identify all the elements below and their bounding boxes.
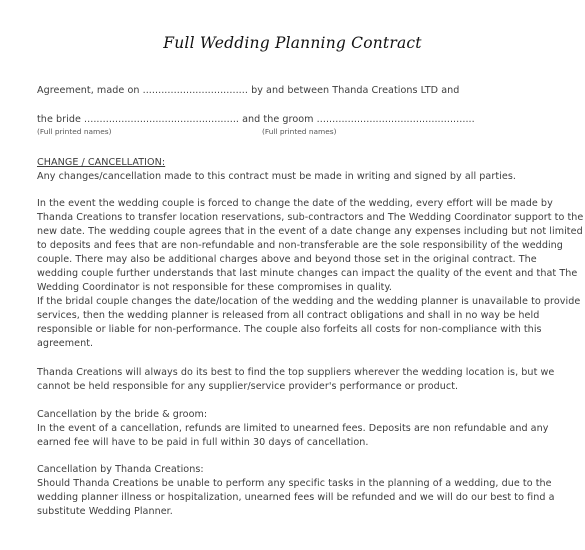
groom-name-caption: (Full printed names): [262, 127, 337, 136]
paragraph-line: Should Thanda Creations be unable to perform any specific tasks in the planning of a wedding, due to the: [37, 478, 552, 489]
paragraph-line: couple. There may also be additional charges above and beyond those set in the original contract. The: [37, 254, 537, 265]
paragraph-line: In the event of a cancellation, refunds are limited to unearned fees. Deposits are non refundable and any: [37, 423, 549, 434]
paragraph-line: Any changes/cancellation made to this contract must be made in writing and signed by all parties.: [37, 171, 516, 182]
paragraph-line: wedding planner illness or hospitalization, unearned fees will be refunded and we will do our best to find a: [37, 492, 555, 503]
paragraph-line: substitute Wedding Planner.: [37, 506, 173, 517]
paragraph-line: wedding couple further understands that last minute changes can impact the quality of the event and that The: [37, 268, 578, 279]
paragraph-line: new date. The wedding couple agrees that in the event of a date change any expenses including but not limited: [37, 226, 583, 237]
paragraph-line: Thanda Creations will always do its best to find the top suppliers wherever the wedding location is, but we: [37, 367, 555, 378]
paragraph-line: earned fee will have to be paid in full within 30 days of cancellation.: [37, 437, 369, 448]
paragraph-line: If the bridal couple changes the date/location of the wedding and the wedding planner is unavailable to provide: [37, 296, 581, 307]
paragraph-line: responsible or liable for non-performance. The couple also forfeits all costs for non-compliance with this: [37, 324, 542, 335]
paragraph-line: cannot be held responsible for any supplier/service provider's performance or product.: [37, 381, 459, 392]
paragraph-line: to deposits and fees that are non-refundable and non-transferable are the sole responsibility of the wedding: [37, 240, 563, 251]
parties-line: the bride .................................................. and the groom ...................................................: [37, 114, 475, 125]
paragraph-line: agreement.: [37, 338, 94, 349]
bride-name-caption: (Full printed names): [37, 127, 112, 136]
document-title: Full Wedding Planning Contract: [163, 34, 422, 52]
paragraph-line: Wedding Coordinator is not responsible for these compromises in quality.: [37, 282, 392, 293]
change-cancellation-heading: CHANGE / CANCELLATION:: [37, 157, 166, 168]
paragraph-line: Thanda Creations to transfer location reservations, sub-contractors and The Wedding Coordinator support to the: [37, 212, 584, 223]
cancellation-thanda-heading: Cancellation by Thanda Creations:: [37, 464, 204, 475]
agreement-line: Agreement, made on .................................. by and between Thanda Creations LTD and: [37, 85, 460, 96]
paragraph-line: In the event the wedding couple is forced to change the date of the wedding, every effort will be made by: [37, 198, 553, 209]
paragraph-line: services, then the wedding planner is released from all contract obligations and shall in no way be held: [37, 310, 540, 321]
cancellation-bride-groom-heading: Cancellation by the bride & groom:: [37, 409, 208, 420]
